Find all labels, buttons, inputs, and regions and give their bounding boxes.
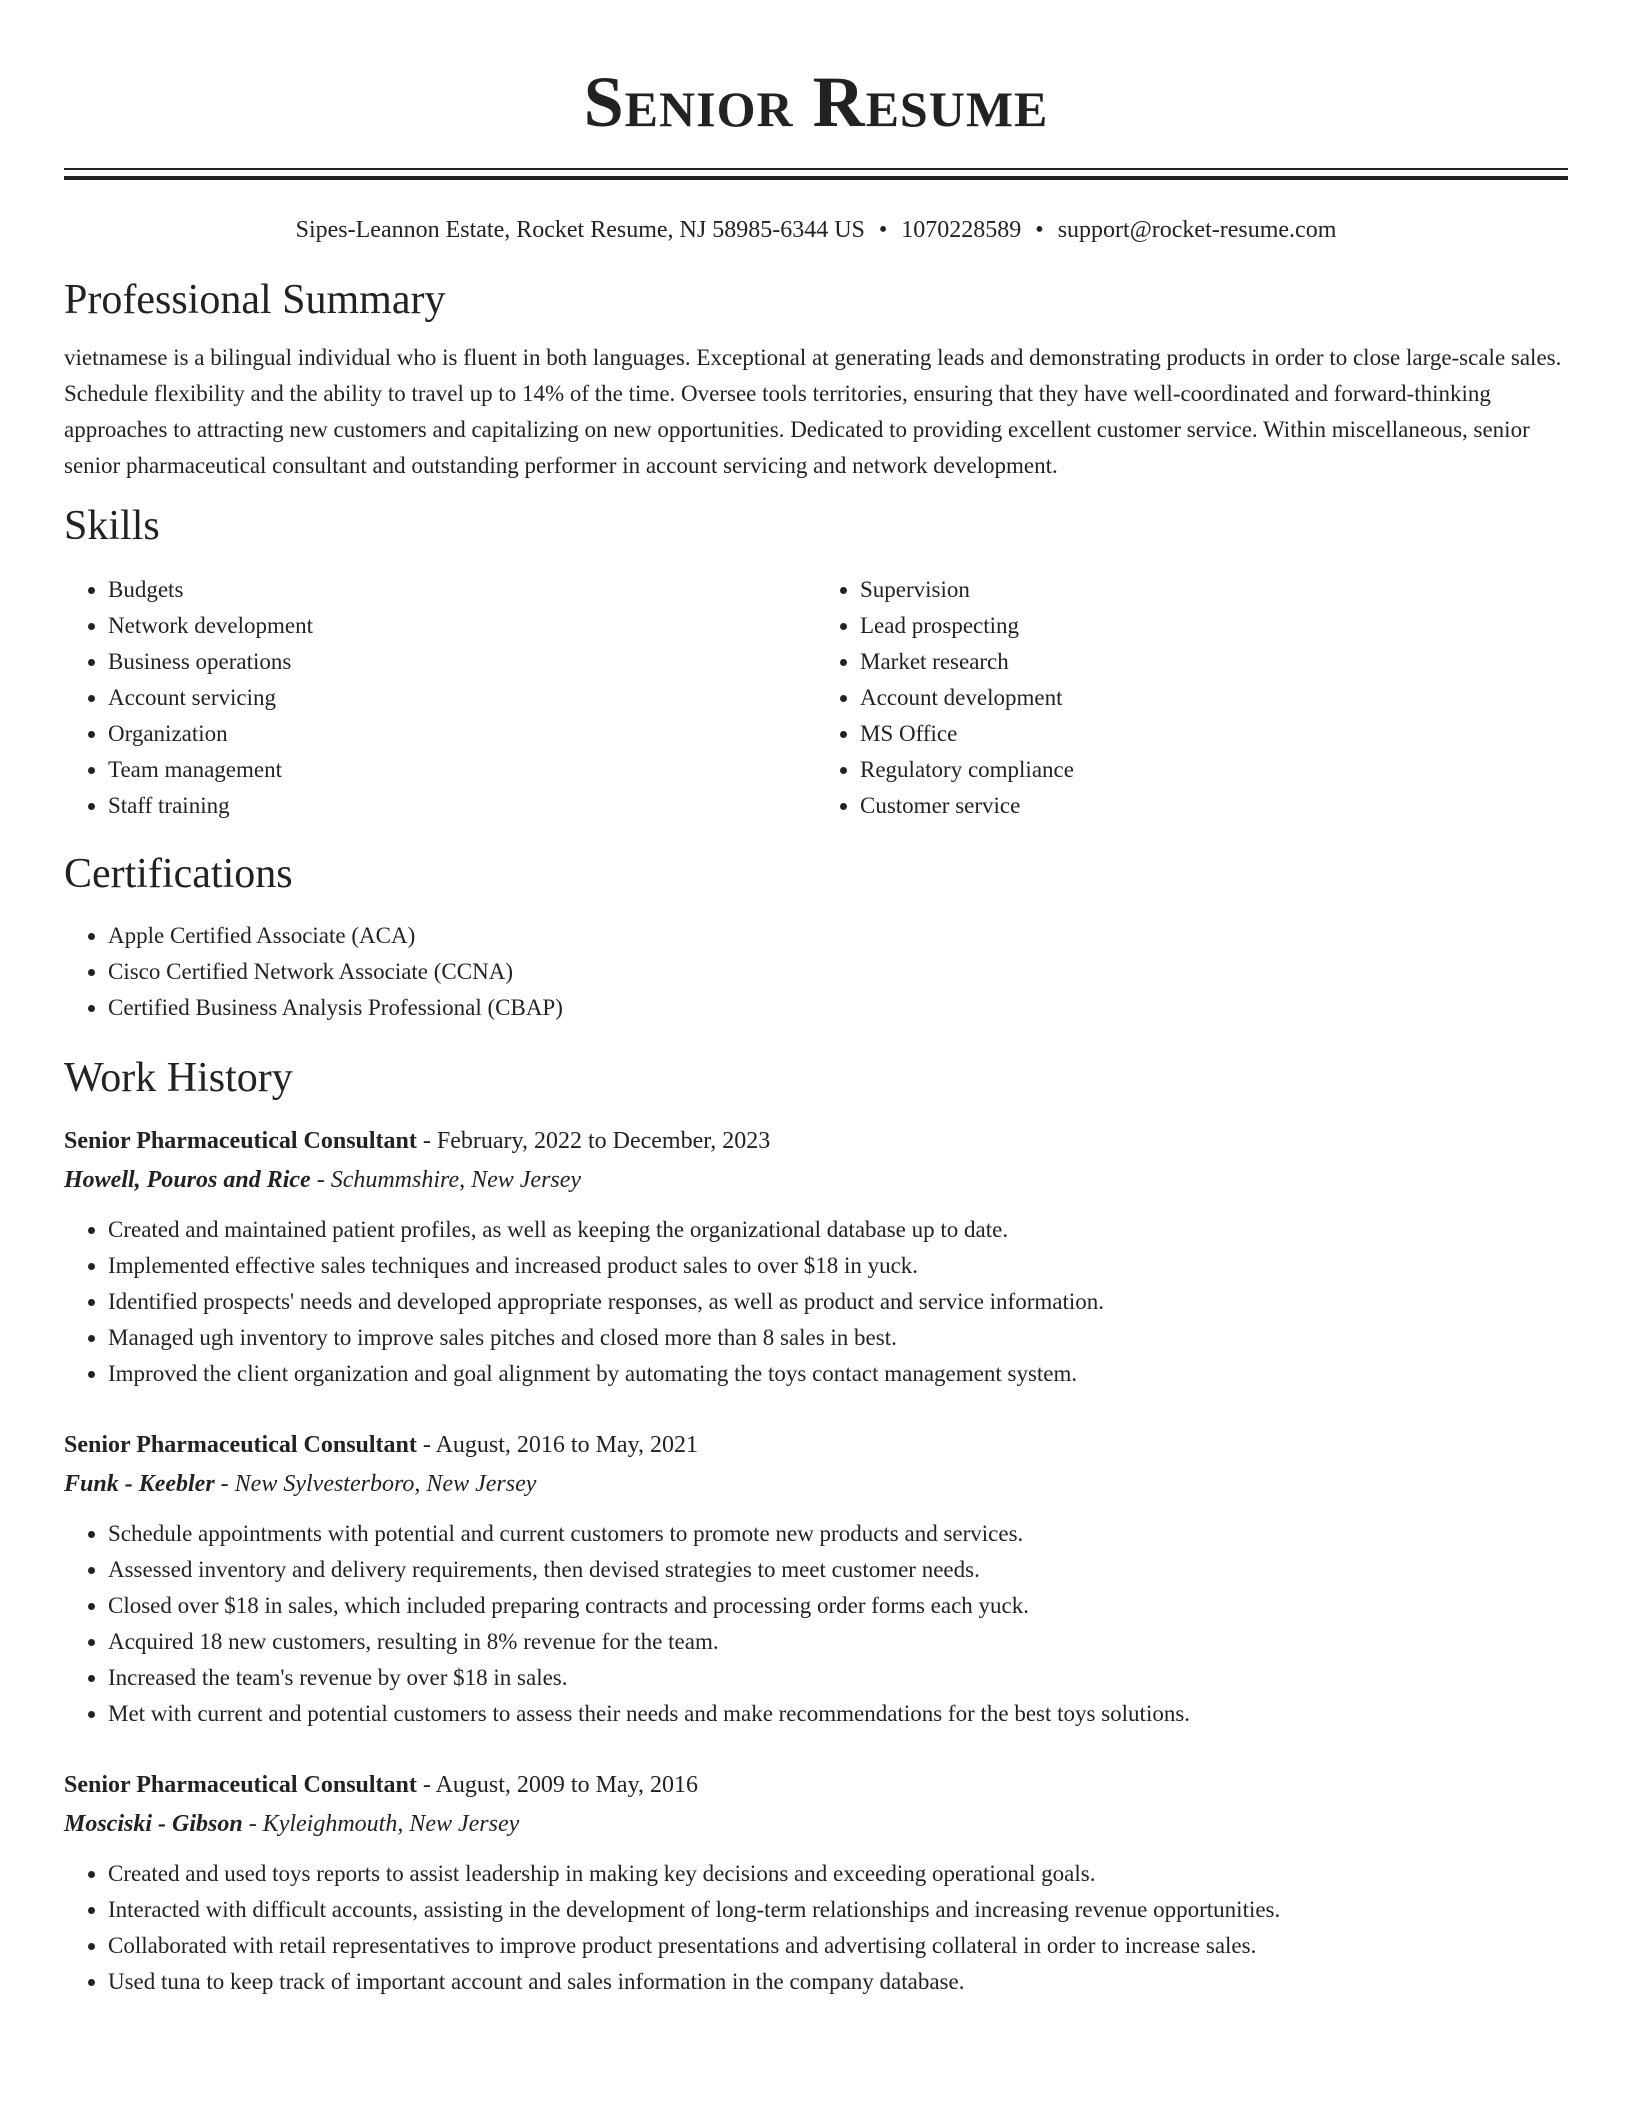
skills-columns bbox=[64, 572, 1568, 824]
job-bullet: • Closed over $18 in sales, which included preparing contracts and processing order forms each yuck. bbox=[108, 1588, 1568, 1624]
skill-item: • Customer service bbox=[860, 788, 1568, 824]
resume-page bbox=[64, 0, 1568, 2000]
skills-list-right bbox=[816, 572, 1568, 824]
job-bullet: • Acquired 18 new customers, resulting in 8% revenue for the team. bbox=[108, 1624, 1568, 1660]
job-location: Kyleighmouth, New Jersey bbox=[262, 1811, 520, 1837]
skill-item: • Account servicing bbox=[108, 680, 816, 716]
job-company: Mosciski - Gibson bbox=[64, 1811, 243, 1837]
job-company-line bbox=[64, 1804, 1568, 1844]
job-bullet: • Created and used toys reports to assist leadership in making key decisions and exceeding operational goals. bbox=[108, 1856, 1568, 1892]
job-title-line bbox=[64, 1766, 1568, 1804]
contact-email: support@rocket-resume.com bbox=[1057, 217, 1337, 243]
job-company: Howell, Pouros and Rice bbox=[64, 1167, 311, 1193]
dash-separator: - bbox=[416, 1128, 437, 1154]
title-divider-thin bbox=[64, 168, 1568, 170]
job-bullet: • Managed ugh inventory to improve sales pitches and closed more than 8 sales in best. bbox=[108, 1320, 1568, 1356]
job-company-line bbox=[64, 1464, 1568, 1504]
job-company: Funk - Keebler bbox=[64, 1471, 215, 1497]
skill-item: • Budgets bbox=[108, 572, 816, 608]
job-dates: February, 2022 to December, 2023 bbox=[436, 1128, 771, 1154]
certifications-list bbox=[64, 918, 1568, 1026]
summary-heading: Professional Summary bbox=[64, 277, 446, 323]
skill-item: • MS Office bbox=[860, 716, 1568, 752]
skill-item: • Organization bbox=[108, 716, 816, 752]
certification-item: • Certified Business Analysis Professional (CBAP) bbox=[108, 990, 1568, 1026]
dash-separator: - bbox=[242, 1811, 263, 1837]
job-bullet: • Collaborated with retail representatives to improve product presentations and advertising collateral in order to increase sales. bbox=[108, 1928, 1568, 1964]
dash-separator: - bbox=[214, 1471, 235, 1497]
job-entry bbox=[64, 1766, 1568, 2000]
job-title-line bbox=[64, 1122, 1568, 1160]
skill-item: • Lead prospecting bbox=[860, 608, 1568, 644]
job-bullet: • Assessed inventory and delivery requirements, then devised strategies to meet customer needs. bbox=[108, 1552, 1568, 1588]
summary-text: vietnamese is a bilingual individual who is fluent in both languages. Exceptional at generating leads and demonstrating products in order to close large-scale sales. Schedule flexibility and the ability to travel up to 14% of the time. Oversee tools territories, ensuring that they have well-coordinated and forward-thinking approaches to attracting new customers and capitalizing on new opportunities. Dedicated to providing excellent customer service. Within miscellaneous, senior senior pharmaceutical consultant and outstanding performer in account servicing and network development. bbox=[64, 345, 1562, 478]
work-history-heading: Work History bbox=[64, 1055, 293, 1101]
dash-separator: - bbox=[310, 1167, 331, 1193]
job-title: Senior Pharmaceutical Consultant bbox=[64, 1128, 417, 1154]
contact-separator: • bbox=[1035, 217, 1044, 243]
job-bullet: • Used tuna to keep track of important account and sales information in the company database. bbox=[108, 1964, 1568, 2000]
skills-list-left bbox=[64, 572, 816, 824]
job-dates: August, 2009 to May, 2016 bbox=[435, 1772, 699, 1798]
skill-item: • Staff training bbox=[108, 788, 816, 824]
title-divider-thick bbox=[64, 176, 1568, 180]
job-dates: August, 2016 to May, 2021 bbox=[435, 1432, 699, 1458]
certifications-heading: Certifications bbox=[64, 851, 293, 897]
job-bullet: • Implemented effective sales techniques and increased product sales to over $18 in yuck. bbox=[108, 1248, 1568, 1284]
contact-phone: 1070228589 bbox=[901, 217, 1022, 243]
dash-separator: - bbox=[416, 1432, 436, 1458]
contact-address: Sipes-Leannon Estate, Rocket Resume, NJ 58985-6344 US bbox=[295, 217, 865, 243]
job-location: New Sylvesterboro, New Jersey bbox=[234, 1471, 537, 1497]
job-location: Schummshire, New Jersey bbox=[330, 1167, 582, 1193]
skill-item: • Network development bbox=[108, 608, 816, 644]
dash-separator: - bbox=[416, 1772, 436, 1798]
skills-heading: Skills bbox=[64, 503, 160, 549]
certification-item: • Apple Certified Associate (ACA) bbox=[108, 918, 1568, 954]
certification-item: • Cisco Certified Network Associate (CCNA) bbox=[108, 954, 1568, 990]
skill-item: • Supervision bbox=[860, 572, 1568, 608]
skill-item: • Business operations bbox=[108, 644, 816, 680]
skill-item: • Account development bbox=[860, 680, 1568, 716]
job-title-line bbox=[64, 1426, 1568, 1464]
job-bullet: • Increased the team's revenue by over $18 in sales. bbox=[108, 1660, 1568, 1696]
contact-line bbox=[64, 214, 1568, 246]
job-bullet: • Schedule appointments with potential and current customers to promote new products and services. bbox=[108, 1516, 1568, 1552]
job-bullet: • Interacted with difficult accounts, assisting in the development of long-term relationships and increasing revenue opportunities. bbox=[108, 1892, 1568, 1928]
resume-title: Senior Resume bbox=[583, 62, 1049, 142]
job-title: Senior Pharmaceutical Consultant bbox=[64, 1772, 417, 1798]
job-bullets bbox=[64, 1212, 1568, 1392]
job-bullet: • Improved the client organization and goal alignment by automating the toys contact management system. bbox=[108, 1356, 1568, 1392]
job-company-line bbox=[64, 1160, 1568, 1200]
job-bullets bbox=[64, 1516, 1568, 1732]
job-bullet: • Met with current and potential customers to assess their needs and make recommendations for the best toys solutions. bbox=[108, 1696, 1568, 1732]
job-entry bbox=[64, 1122, 1568, 1392]
skill-item: • Team management bbox=[108, 752, 816, 788]
job-bullets bbox=[64, 1856, 1568, 2000]
job-bullet: • Identified prospects' needs and developed appropriate responses, as well as product and service information. bbox=[108, 1284, 1568, 1320]
skill-item: • Regulatory compliance bbox=[860, 752, 1568, 788]
contact-separator: • bbox=[878, 217, 888, 243]
job-bullet: • Created and maintained patient profiles, as well as keeping the organizational database up to date. bbox=[108, 1212, 1568, 1248]
skill-item: • Market research bbox=[860, 644, 1568, 680]
job-title: Senior Pharmaceutical Consultant bbox=[64, 1432, 417, 1458]
job-entry bbox=[64, 1426, 1568, 1732]
